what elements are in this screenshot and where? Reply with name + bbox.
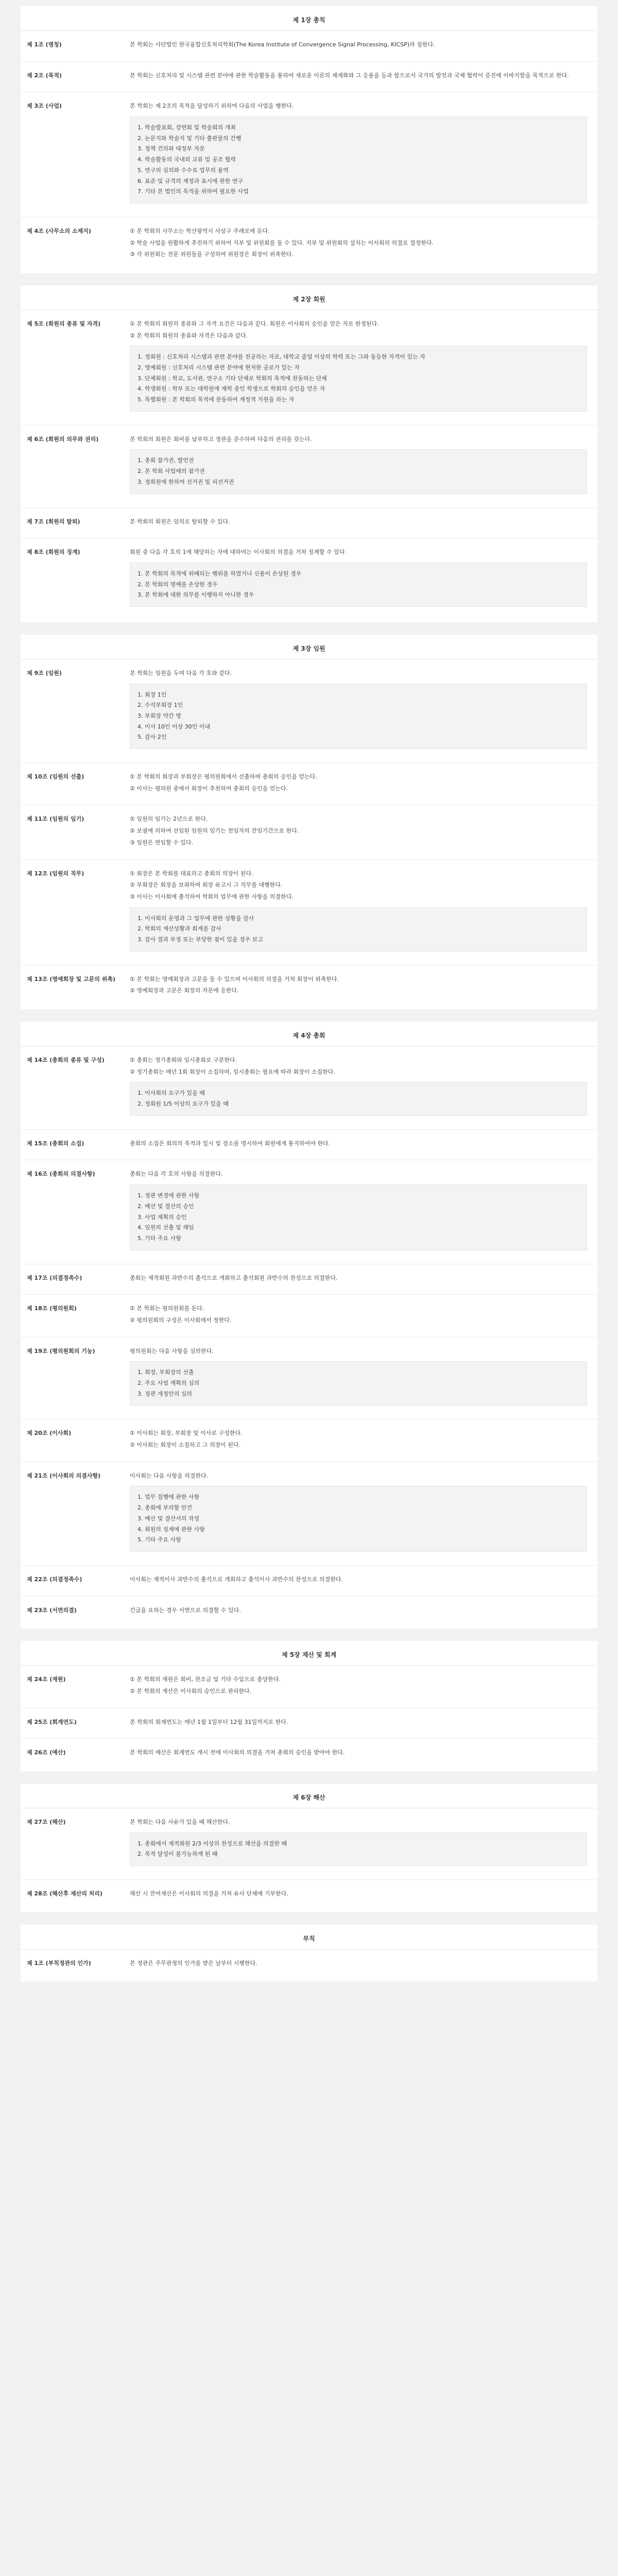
chapter-section — [21, 1022, 597, 1629]
article-row — [21, 1808, 597, 1880]
article-body — [130, 227, 597, 262]
article-paragraph: ③ 임원은 연임할 수 있다. — [130, 839, 193, 846]
article-row — [21, 860, 597, 965]
list-item: 7. 기타 본 법인의 목적을 위하여 필요한 사업 — [138, 188, 249, 195]
article-paragraph: ① 회장은 본 학회를 대표하고 총회의 의장이 된다. — [130, 870, 253, 877]
article-title: 제 10조 (임원의 선출) — [27, 773, 84, 781]
list-item: 2. 학회의 재산상황과 회계를 감사 — [138, 925, 221, 933]
list-item: 3. 예산 및 결산서의 작성 — [138, 1515, 200, 1522]
article-row — [21, 310, 597, 426]
list-item: 3. 부회장 약간 명 — [138, 713, 181, 719]
list-item: 2. 수석부회장 1인 — [138, 702, 183, 709]
list-item: 4. 이사 10인 이상 30인 이내 — [138, 723, 210, 730]
bylaws-page — [21, 0, 597, 1981]
article-row — [21, 426, 597, 508]
article-title: 제 20조 (이사회) — [27, 1430, 72, 1437]
article-paragraph: ③ 이사는 이사회에 출석하여 학회의 업무에 관한 사항을 의결한다. — [130, 893, 294, 900]
chapter-section — [21, 1925, 597, 1982]
list-item: 2. 주요 사업 계획의 심의 — [138, 1380, 200, 1386]
list-item: 1. 총회에서 재적회원 2/3 이상의 찬성으로 해산을 의결한 때 — [138, 1840, 287, 1847]
list-item: 6. 표준 및 규격의 제정과 표시에 관한 연구 — [138, 177, 243, 184]
list-item: 3. 본 학회에 대한 의무를 이행하지 아니한 경우 — [138, 591, 254, 599]
article-body — [130, 1429, 597, 1452]
article-title: 제 12조 (임원의 직무) — [27, 870, 84, 877]
list-item: 1. 이사회의 요구가 있을 때 — [138, 1090, 205, 1097]
list-item: 1. 정관 변경에 관한 사항 — [138, 1192, 200, 1199]
list-item: 3. 감사 결과 부정 또는 부당한 점이 있을 경우 보고 — [138, 936, 263, 943]
chapter-section — [21, 1641, 597, 1771]
article-row — [21, 1666, 597, 1708]
article-row — [21, 62, 597, 93]
article-list-box — [130, 1184, 587, 1250]
article-list-box — [130, 449, 587, 494]
article-paragraph: ② 학술 사업을 원활하게 추진하기 위하여 지부 및 위원회를 둘 수 있다. 지부 및 위원회의 설치는 이사회의 의결로 결정한다. — [130, 239, 434, 246]
article-paragraph: ② 보궐에 의하여 선임된 임원의 임기는 전임자의 잔임기간으로 한다. — [130, 827, 299, 835]
article-title: 제 9조 (임원) — [27, 669, 62, 676]
article-title: 제 27조 (해산) — [27, 1819, 66, 1825]
list-item: 4. 회원의 징계에 관한 사항 — [138, 1526, 205, 1533]
article-paragraph: 해산 시 잔여재산은 이사회의 의결을 거쳐 유사 단체에 기부한다. — [130, 1890, 288, 1897]
article-paragraph: 본 학회는 임원을 두며 다음 각 호와 같다. — [130, 669, 232, 676]
chapter-section — [21, 635, 597, 1009]
list-item: 5. 기타 주요 사항 — [138, 1234, 181, 1242]
article-paragraph: ② 본 학회의 재산은 이사회의 승인으로 관리한다. — [130, 1687, 252, 1694]
list-item: 2. 목적 달성이 불가능하게 된 때 — [138, 1851, 218, 1858]
article-paragraph: 회원 중 다음 각 호의 1에 해당하는 자에 대하여는 이사회의 의결을 거쳐 징계할 수 있다. — [130, 549, 347, 556]
list-item: 1. 회장, 부회장의 선출 — [138, 1369, 194, 1376]
list-item: 5. 감사 2인 — [138, 734, 167, 741]
article-title: 제 3조 (사업) — [27, 103, 62, 110]
article-title: 제 6조 (회원의 의무와 권리) — [27, 435, 99, 443]
article-paragraph: ② 본 학회의 회원의 종류와 자격은 다음과 같다. — [130, 332, 248, 339]
article-body — [130, 1056, 597, 1120]
article-body — [130, 435, 597, 498]
list-item: 5. 특별회원 : 본 학회의 목적에 찬동하여 재정적 지원을 하는 자 — [138, 396, 295, 403]
article-paragraph: ② 명예회장과 고문은 회장의 자문에 응한다. — [130, 987, 239, 994]
article-row — [21, 1264, 597, 1295]
article-body — [130, 1347, 597, 1410]
article-title: 제 19조 (평의원회의 기능) — [27, 1347, 95, 1354]
article-paragraph: ② 이사는 평의원 중에서 회장이 추천하여 총회의 승인을 얻는다. — [130, 785, 288, 792]
chapter-section — [21, 285, 597, 622]
list-item: 3. 정관 개정안의 심의 — [138, 1390, 192, 1397]
article-body — [130, 1718, 597, 1730]
article-list-box — [130, 684, 587, 749]
article-paragraph: ② 정기총회는 매년 1회 회장이 소집하며, 임시총회는 필요에 따라 회장이 소집한다. — [130, 1068, 335, 1075]
list-item: 1. 이사회의 운영과 그 업무에 관한 상황을 감사 — [138, 914, 254, 922]
article-title: 제 4조 (사무소의 소재지) — [27, 227, 91, 234]
chapter-title: 제 4장 총회 — [21, 1026, 597, 1046]
article-paragraph: 본 학회의 예산은 회계연도 개시 전에 이사회의 의결을 거쳐 총회의 승인을 받아야 한다. — [130, 1749, 345, 1756]
article-paragraph: 총회는 재적회원 과반수의 출석으로 개회하고 출석회원 과반수의 찬성으로 의결한다. — [130, 1274, 338, 1281]
article-row — [21, 1950, 597, 1980]
article-title: 제 13조 (명예회장 및 고문의 위촉) — [27, 975, 116, 982]
article-title: 제 28조 (해산후 재산의 처리) — [27, 1890, 102, 1897]
article-body — [130, 815, 597, 850]
article-paragraph: ① 본 학회의 회원의 종류와 그 자격 요건은 다음과 같다. 회원은 이사회의 승인을 얻은 자로 한정된다. — [130, 320, 379, 327]
chapter-title: 부칙 — [21, 1929, 597, 1950]
article-row — [21, 31, 597, 62]
article-title: 제 21조 (이사회의 의결사항) — [27, 1472, 101, 1479]
article-body — [130, 517, 597, 529]
article-paragraph: ① 본 학회의 사무소는 학산광역시 사상구 주례로에 둔다. — [130, 227, 270, 234]
article-title: 제 1조 (명칭) — [27, 41, 62, 48]
article-row — [21, 763, 597, 805]
article-list-box — [130, 1486, 587, 1551]
article-paragraph: ② 부회장은 회장을 보좌하며 회장 유고시 그 직무를 대행한다. — [130, 882, 283, 889]
article-body — [130, 1675, 597, 1698]
article-row — [21, 1739, 597, 1769]
article-paragraph: 본 학회의 회원은 회비를 납부하고 정관을 준수하며 다음의 권리를 갖는다. — [130, 435, 312, 443]
list-item: 4. 학생회원 : 학부 또는 대학원에 재학 중인 학생으로 학회의 승인을 얻은 자 — [138, 385, 325, 393]
chapter-title: 제 2장 회원 — [21, 290, 597, 310]
article-title: 제 22조 (의결정족수) — [27, 1575, 82, 1583]
article-body — [130, 869, 597, 956]
article-row — [21, 1880, 597, 1910]
article-paragraph: 긴급을 요하는 경우 서면으로 의결할 수 있다. — [130, 1606, 241, 1614]
article-list-box — [130, 563, 587, 607]
list-item: 2. 명예회원 : 신호처리 시스템 관련 분야에 현저한 공로가 있는 자 — [138, 364, 300, 371]
chapter-section — [21, 1784, 597, 1912]
article-body — [130, 71, 597, 83]
article-row — [21, 538, 597, 620]
article-row — [21, 659, 597, 763]
article-row — [21, 1419, 597, 1462]
chapter-title: 제 6장 해산 — [21, 1788, 597, 1808]
article-list-box — [130, 116, 587, 204]
article-title: 제 16조 (총회의 의결사항) — [27, 1171, 95, 1178]
list-item: 2. 정회원 1/5 이상의 요구가 있을 때 — [138, 1100, 229, 1108]
article-paragraph: ① 본 학회의 회장과 부회장은 평의원회에서 선출하며 총회의 승인을 얻는다. — [130, 773, 317, 781]
article-list-box — [130, 1082, 587, 1115]
article-paragraph: ① 본 학회는 평의원회를 둔다. — [130, 1305, 204, 1312]
article-row — [21, 1566, 597, 1597]
chapter-title: 제 1장 총칙 — [21, 10, 597, 31]
article-paragraph: ③ 각 위원회는 전문 위원들을 구성하여 위원장은 회장이 위촉한다. — [130, 251, 294, 258]
article-paragraph: 본 학회는 제 2조의 목적을 달성하기 위하여 다음의 사업을 행한다. — [130, 103, 294, 110]
article-title: 제 14조 (총회의 종류 및 구성) — [27, 1057, 105, 1063]
list-item: 2. 예산 및 결산의 승인 — [138, 1202, 194, 1210]
article-row — [21, 805, 597, 859]
article-body — [130, 1575, 597, 1587]
article-paragraph: ① 총회는 정기총회와 임시총회로 구분한다. — [130, 1057, 237, 1063]
article-list-box — [130, 907, 587, 952]
article-row — [21, 965, 597, 1007]
article-row — [21, 217, 597, 271]
article-body — [130, 975, 597, 998]
article-list-box — [130, 1833, 587, 1866]
article-title: 제 26조 (예산) — [27, 1749, 66, 1756]
list-item: 5. 연구의 심의와 수수료 업무의 용역 — [138, 166, 229, 174]
article-body — [130, 1170, 597, 1254]
list-item: 4. 학술활동의 국내외 교류 및 공조 협력 — [138, 156, 236, 163]
article-body — [130, 772, 597, 795]
article-title: 제 23조 (서면의결) — [27, 1606, 77, 1614]
article-title: 제 5조 (회원의 종류 및 자격) — [27, 320, 101, 327]
list-item: 2. 논문지와 학술지 및 기타 출판물의 간행 — [138, 134, 242, 142]
list-item: 1. 학술발표회, 강연회 및 학술회의 개최 — [138, 124, 236, 131]
article-body — [130, 1959, 597, 1971]
article-paragraph: 본 학회는 사단법인 한국융합신호처리학회(The Korea Institute of Convergence Signal Processing, KICSP)라 칭한다. — [130, 41, 435, 48]
article-body — [130, 1606, 597, 1618]
list-item: 2. 총회에 부의할 안건 — [138, 1504, 192, 1512]
article-paragraph: 이사회는 재적이사 과반수의 출석으로 개회하고 출석이사 과반수의 찬성으로 의결한다. — [130, 1575, 344, 1583]
article-title: 제 11조 (임원의 임기) — [27, 816, 84, 823]
article-title: 제 15조 (총회의 소집) — [27, 1140, 84, 1147]
article-paragraph: ① 본 학회의 재원은 회비, 찬조금 및 기타 수입으로 충당한다. — [130, 1676, 281, 1683]
article-title: 제 18조 (평의원회) — [27, 1305, 77, 1312]
article-body — [130, 548, 597, 611]
article-paragraph: 본 학회의 회원은 임의로 탈퇴할 수 있다. — [130, 518, 230, 525]
article-row — [21, 1337, 597, 1420]
article-body — [130, 1139, 597, 1151]
list-item: 1. 본 학회의 목적에 위배되는 행위를 하였거나 신용이 손상된 경우 — [138, 570, 302, 577]
article-paragraph: ② 평의원회의 구성은 이사회에서 정한다. — [130, 1316, 232, 1324]
article-row — [21, 1597, 597, 1627]
article-paragraph: ② 이사회는 회장이 소집하고 그 의장이 된다. — [130, 1442, 241, 1449]
list-item: 2. 본 학회의 명예를 손상한 경우 — [138, 581, 218, 588]
chapter-title: 제 3장 임원 — [21, 639, 597, 659]
article-body — [130, 1748, 597, 1760]
article-title: 제 2조 (목적) — [27, 72, 62, 79]
article-paragraph: 본 학회는 다음 사유가 있을 때 해산한다. — [130, 1819, 230, 1825]
article-paragraph: 총회의 소집은 회의의 목적과 일시 및 장소를 명시하여 회원에게 통지하여야 한다. — [130, 1140, 331, 1147]
article-list-box — [130, 1361, 587, 1405]
article-title: 제 1조 (부칙정관의 인가) — [27, 1959, 91, 1967]
article-body — [130, 1889, 597, 1901]
list-item: 5. 기타 주요 사항 — [138, 1536, 181, 1544]
article-body — [130, 40, 597, 52]
list-item: 1. 총회 참가권, 발언권 — [138, 457, 194, 464]
article-body — [130, 1471, 597, 1556]
article-row — [21, 92, 597, 217]
article-title: 제 7조 (회원의 탈퇴) — [27, 518, 80, 525]
list-item: 3. 정책 건의와 대정부 자문 — [138, 145, 205, 152]
article-row — [21, 508, 597, 539]
list-item: 2. 본 학회 사업에의 참가권 — [138, 468, 205, 475]
article-paragraph: ① 본 학회는 명예회장과 고문을 둘 수 있으며 이사회의 의결을 거쳐 회장이 위촉한다. — [130, 975, 339, 982]
list-item: 1. 회장 1인 — [138, 691, 167, 698]
article-body — [130, 1818, 597, 1870]
article-row — [21, 1046, 597, 1130]
list-item: 3. 단체회원 : 학교, 도서관, 연구소 기타 단체로 학회의 목적에 찬동하는 단체 — [138, 375, 327, 382]
article-title: 제 8조 (회원의 징계) — [27, 549, 80, 556]
article-body — [130, 101, 597, 208]
article-row — [21, 1295, 597, 1337]
article-body — [130, 1274, 597, 1285]
article-title: 제 24조 (재원) — [27, 1676, 66, 1683]
article-body — [130, 669, 597, 753]
article-title: 제 17조 (의결정족수) — [27, 1274, 82, 1281]
article-paragraph: 이사회는 다음 사항을 의결한다. — [130, 1472, 209, 1479]
article-paragraph: ① 임원의 임기는 2년으로 한다. — [130, 816, 208, 823]
article-title: 제 25조 (회계연도) — [27, 1718, 77, 1725]
article-list-box — [130, 346, 587, 411]
article-row — [21, 1130, 597, 1161]
article-row — [21, 1462, 597, 1566]
article-row — [21, 1708, 597, 1739]
chapter-section — [21, 6, 597, 273]
list-item: 1. 정회원 : 신호처리 시스템과 관련 분야를 전공하는 자로, 대학교 졸업 이상의 학력 또는 그와 동등한 자격이 있는 자 — [138, 353, 425, 361]
list-item: 4. 임원의 선출 및 해임 — [138, 1224, 194, 1231]
article-body — [130, 319, 597, 416]
chapter-title: 제 5장 재산 및 회계 — [21, 1645, 597, 1666]
article-body — [130, 1304, 597, 1327]
article-paragraph: ① 이사회는 회장, 부회장 및 이사로 구성한다. — [130, 1430, 243, 1437]
article-paragraph: 평의원회는 다음 사항을 심의한다. — [130, 1347, 214, 1354]
list-item: 1. 업무 집행에 관한 사항 — [138, 1494, 200, 1501]
article-paragraph: 본 학회는 신호처리 및 시스템 관련 분야에 관한 학술활동을 통하여 새로운 이론의 체계화와 그 응용을 등과 함으로서 국가의 발전과 국제 협력이 증진에 이바지함을 목적으로 한다. — [130, 72, 569, 79]
article-paragraph: 총회는 다음 각 호의 사항을 의결한다. — [130, 1171, 223, 1178]
list-item: 3. 정회원에 한하여 선거권 및 피선거권 — [138, 478, 234, 485]
list-item: 3. 사업 계획의 승인 — [138, 1213, 187, 1221]
article-row — [21, 1160, 597, 1264]
article-paragraph: 본 정관은 주무관청의 인가를 받은 날부터 시행한다. — [130, 1959, 258, 1967]
article-paragraph: 본 학회의 회계연도는 매년 1월 1일부터 12월 31일까지로 한다. — [130, 1718, 288, 1725]
